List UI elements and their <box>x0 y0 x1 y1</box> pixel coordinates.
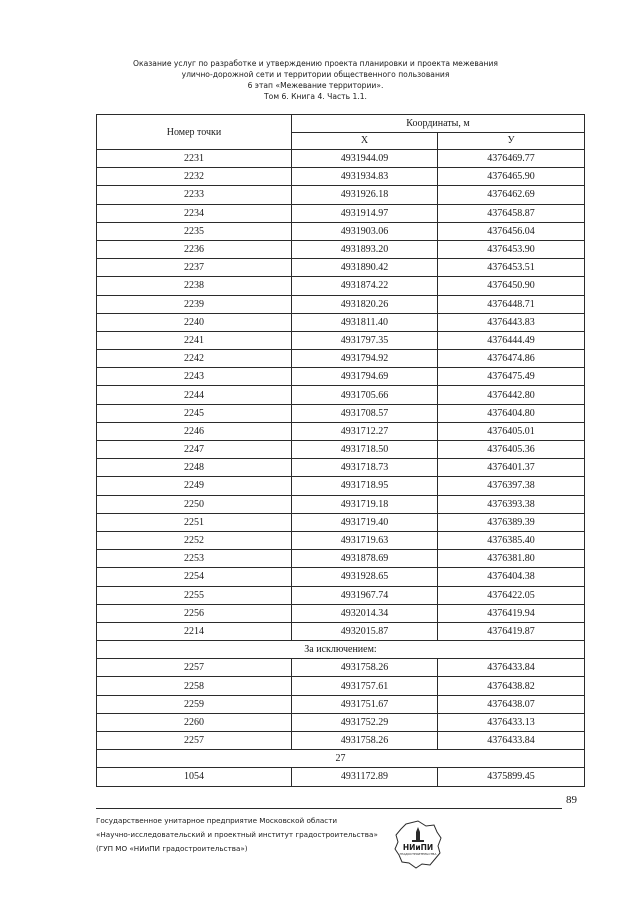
point-number-cell: 2239 <box>97 295 292 313</box>
table-row <box>97 331 585 349</box>
column-header-x: X <box>292 132 438 150</box>
table-row <box>97 240 585 258</box>
y-coordinate-cell: 4376381.80 <box>438 550 585 568</box>
table-row <box>97 695 585 713</box>
y-coordinate-cell: 4376385.40 <box>438 531 585 549</box>
x-coordinate-cell: 4932014.34 <box>292 604 438 622</box>
header-line-3: 6 этап «Межевание территории». <box>247 81 384 90</box>
point-number-cell: 2259 <box>97 695 292 713</box>
x-coordinate-cell: 4931878.69 <box>292 550 438 568</box>
y-coordinate-cell: 4376442.80 <box>438 386 585 404</box>
table-row <box>97 204 585 222</box>
point-number-cell: 2253 <box>97 550 292 568</box>
table-row <box>97 604 585 622</box>
x-coordinate-cell: 4931797.35 <box>292 331 438 349</box>
point-number-cell: 2214 <box>97 622 292 640</box>
point-number-cell: 2254 <box>97 568 292 586</box>
table-row <box>97 659 585 677</box>
table-row <box>97 622 585 640</box>
table-row <box>97 386 585 404</box>
y-coordinate-cell: 4376444.49 <box>438 331 585 349</box>
table-row <box>97 459 585 477</box>
y-coordinate-cell: 4376404.80 <box>438 404 585 422</box>
point-number-cell: 2245 <box>97 404 292 422</box>
y-coordinate-cell: 4376419.94 <box>438 604 585 622</box>
point-number-cell: 2257 <box>97 659 292 677</box>
y-coordinate-cell: 4376433.13 <box>438 713 585 731</box>
header-line-1: Оказание услуг по разработке и утверждению проекта планировки и проекта межевания <box>133 59 498 68</box>
point-number-cell: 2249 <box>97 477 292 495</box>
x-coordinate-cell: 4931926.18 <box>292 186 438 204</box>
table-row <box>97 168 585 186</box>
exclusion-rows <box>97 659 585 750</box>
x-coordinate-cell: 4931914.97 <box>292 204 438 222</box>
x-coordinate-cell: 4931719.40 <box>292 513 438 531</box>
table-row <box>97 404 585 422</box>
y-coordinate-cell: 4375899.45 <box>438 768 585 786</box>
section-label: 27 <box>97 750 585 768</box>
x-coordinate-cell: 4931751.67 <box>292 695 438 713</box>
y-coordinate-cell: 4376422.05 <box>438 586 585 604</box>
point-number-cell: 2243 <box>97 368 292 386</box>
y-coordinate-cell: 4376405.36 <box>438 441 585 459</box>
table-row <box>97 531 585 549</box>
x-coordinate-cell: 4931811.40 <box>292 313 438 331</box>
point-number-cell: 2251 <box>97 513 292 531</box>
x-coordinate-cell: 4931705.66 <box>292 386 438 404</box>
point-number-cell: 2258 <box>97 677 292 695</box>
table-row <box>97 186 585 204</box>
y-coordinate-cell: 4376469.77 <box>438 150 585 168</box>
point-number-cell: 2247 <box>97 441 292 459</box>
y-coordinate-cell: 4376433.84 <box>438 659 585 677</box>
point-number-cell: 2255 <box>97 586 292 604</box>
point-number-cell: 2248 <box>97 459 292 477</box>
document-header <box>0 58 631 102</box>
y-coordinate-cell: 4376474.86 <box>438 350 585 368</box>
table-row <box>97 295 585 313</box>
point-number-cell: 2250 <box>97 495 292 513</box>
footer-line-3: (ГУП МО «НИиПИ градостроительства») <box>96 844 248 853</box>
page-number: 89 <box>566 794 577 806</box>
column-header-point-number: Номер точки <box>97 115 292 150</box>
table-row <box>97 313 585 331</box>
y-coordinate-cell: 4376458.87 <box>438 204 585 222</box>
point-number-cell: 2252 <box>97 531 292 549</box>
x-coordinate-cell: 4931794.92 <box>292 350 438 368</box>
x-coordinate-cell: 4931752.29 <box>292 713 438 731</box>
y-coordinate-cell: 4376456.04 <box>438 222 585 240</box>
x-coordinate-cell: 4931944.09 <box>292 150 438 168</box>
x-coordinate-cell: 4931890.42 <box>292 259 438 277</box>
logo-subtext: ГРАДОСТРОИТЕЛЬСТВА <box>399 852 437 856</box>
y-coordinate-cell: 4376393.38 <box>438 495 585 513</box>
point-number-cell: 2235 <box>97 222 292 240</box>
table-row <box>97 550 585 568</box>
point-number-cell: 2242 <box>97 350 292 368</box>
table-row <box>97 259 585 277</box>
document-footer <box>96 814 378 856</box>
y-coordinate-cell: 4376397.38 <box>438 477 585 495</box>
y-coordinate-cell: 4376438.82 <box>438 677 585 695</box>
point-number-cell: 2238 <box>97 277 292 295</box>
footer-line-1: Государственное унитарное предприятие Московской области <box>96 816 338 825</box>
table-row <box>97 495 585 513</box>
x-coordinate-cell: 4931820.26 <box>292 295 438 313</box>
footer-divider <box>96 808 562 809</box>
table-row <box>97 422 585 440</box>
x-coordinate-cell: 4931758.26 <box>292 732 438 750</box>
column-header-y: У <box>438 132 585 150</box>
table-row <box>97 277 585 295</box>
exclusion-label: За исключением: <box>97 641 585 659</box>
coordinates-table <box>96 114 585 787</box>
x-coordinate-cell: 4932015.87 <box>292 622 438 640</box>
y-coordinate-cell: 4376443.83 <box>438 313 585 331</box>
point-number-cell: 2234 <box>97 204 292 222</box>
point-number-cell: 2231 <box>97 150 292 168</box>
table-row <box>97 513 585 531</box>
y-coordinate-cell: 4376475.49 <box>438 368 585 386</box>
section-rows <box>97 768 585 786</box>
table-row <box>97 477 585 495</box>
y-coordinate-cell: 4376419.87 <box>438 622 585 640</box>
point-number-cell: 2257 <box>97 732 292 750</box>
table-row <box>97 441 585 459</box>
x-coordinate-cell: 4931794.69 <box>292 368 438 386</box>
x-coordinate-cell: 4931934.83 <box>292 168 438 186</box>
point-number-cell: 2256 <box>97 604 292 622</box>
point-number-cell: 2237 <box>97 259 292 277</box>
header-line-4: Том 6. Книга 4. Часть 1.1. <box>264 92 367 101</box>
y-coordinate-cell: 4376438.07 <box>438 695 585 713</box>
x-coordinate-cell: 4931967.74 <box>292 586 438 604</box>
main-rows <box>97 150 585 641</box>
point-number-cell: 2244 <box>97 386 292 404</box>
x-coordinate-cell: 4931893.20 <box>292 240 438 258</box>
y-coordinate-cell: 4376450.90 <box>438 277 585 295</box>
point-number-cell: 2240 <box>97 313 292 331</box>
point-number-cell: 2232 <box>97 168 292 186</box>
x-coordinate-cell: 4931874.22 <box>292 277 438 295</box>
point-number-cell: 2233 <box>97 186 292 204</box>
table-row <box>97 732 585 750</box>
x-coordinate-cell: 4931758.26 <box>292 659 438 677</box>
x-coordinate-cell: 4931928.65 <box>292 568 438 586</box>
table-row <box>97 368 585 386</box>
y-coordinate-cell: 4376448.71 <box>438 295 585 313</box>
table-row <box>97 586 585 604</box>
table-row <box>97 150 585 168</box>
x-coordinate-cell: 4931172.89 <box>292 768 438 786</box>
x-coordinate-cell: 4931708.57 <box>292 404 438 422</box>
point-number-cell: 2241 <box>97 331 292 349</box>
y-coordinate-cell: 4376453.90 <box>438 240 585 258</box>
x-coordinate-cell: 4931712.27 <box>292 422 438 440</box>
point-number-cell: 2246 <box>97 422 292 440</box>
x-coordinate-cell: 4931903.06 <box>292 222 438 240</box>
table-row <box>97 350 585 368</box>
x-coordinate-cell: 4931718.73 <box>292 459 438 477</box>
footer-line-2: «Научно-исследовательский и проектный институт градостроительства» <box>96 830 378 839</box>
y-coordinate-cell: 4376465.90 <box>438 168 585 186</box>
table-row <box>97 222 585 240</box>
table-row <box>97 568 585 586</box>
x-coordinate-cell: 4931718.50 <box>292 441 438 459</box>
point-number-cell: 1054 <box>97 768 292 786</box>
table-row <box>97 677 585 695</box>
x-coordinate-cell: 4931719.18 <box>292 495 438 513</box>
y-coordinate-cell: 4376453.51 <box>438 259 585 277</box>
y-coordinate-cell: 4376433.84 <box>438 732 585 750</box>
y-coordinate-cell: 4376405.01 <box>438 422 585 440</box>
x-coordinate-cell: 4931718.95 <box>292 477 438 495</box>
table-row <box>97 768 585 786</box>
y-coordinate-cell: 4376401.37 <box>438 459 585 477</box>
column-header-coordinates: Координаты, м <box>292 115 585 133</box>
y-coordinate-cell: 4376462.69 <box>438 186 585 204</box>
header-line-2: улично-дорожной сети и территории общественного пользования <box>181 70 450 79</box>
logo-text: НИиПИ <box>402 843 434 852</box>
x-coordinate-cell: 4931757.61 <box>292 677 438 695</box>
point-number-cell: 2260 <box>97 713 292 731</box>
y-coordinate-cell: 4376389.39 <box>438 513 585 531</box>
institute-logo-icon <box>392 818 444 870</box>
y-coordinate-cell: 4376404.38 <box>438 568 585 586</box>
x-coordinate-cell: 4931719.63 <box>292 531 438 549</box>
table-row <box>97 713 585 731</box>
point-number-cell: 2236 <box>97 240 292 258</box>
